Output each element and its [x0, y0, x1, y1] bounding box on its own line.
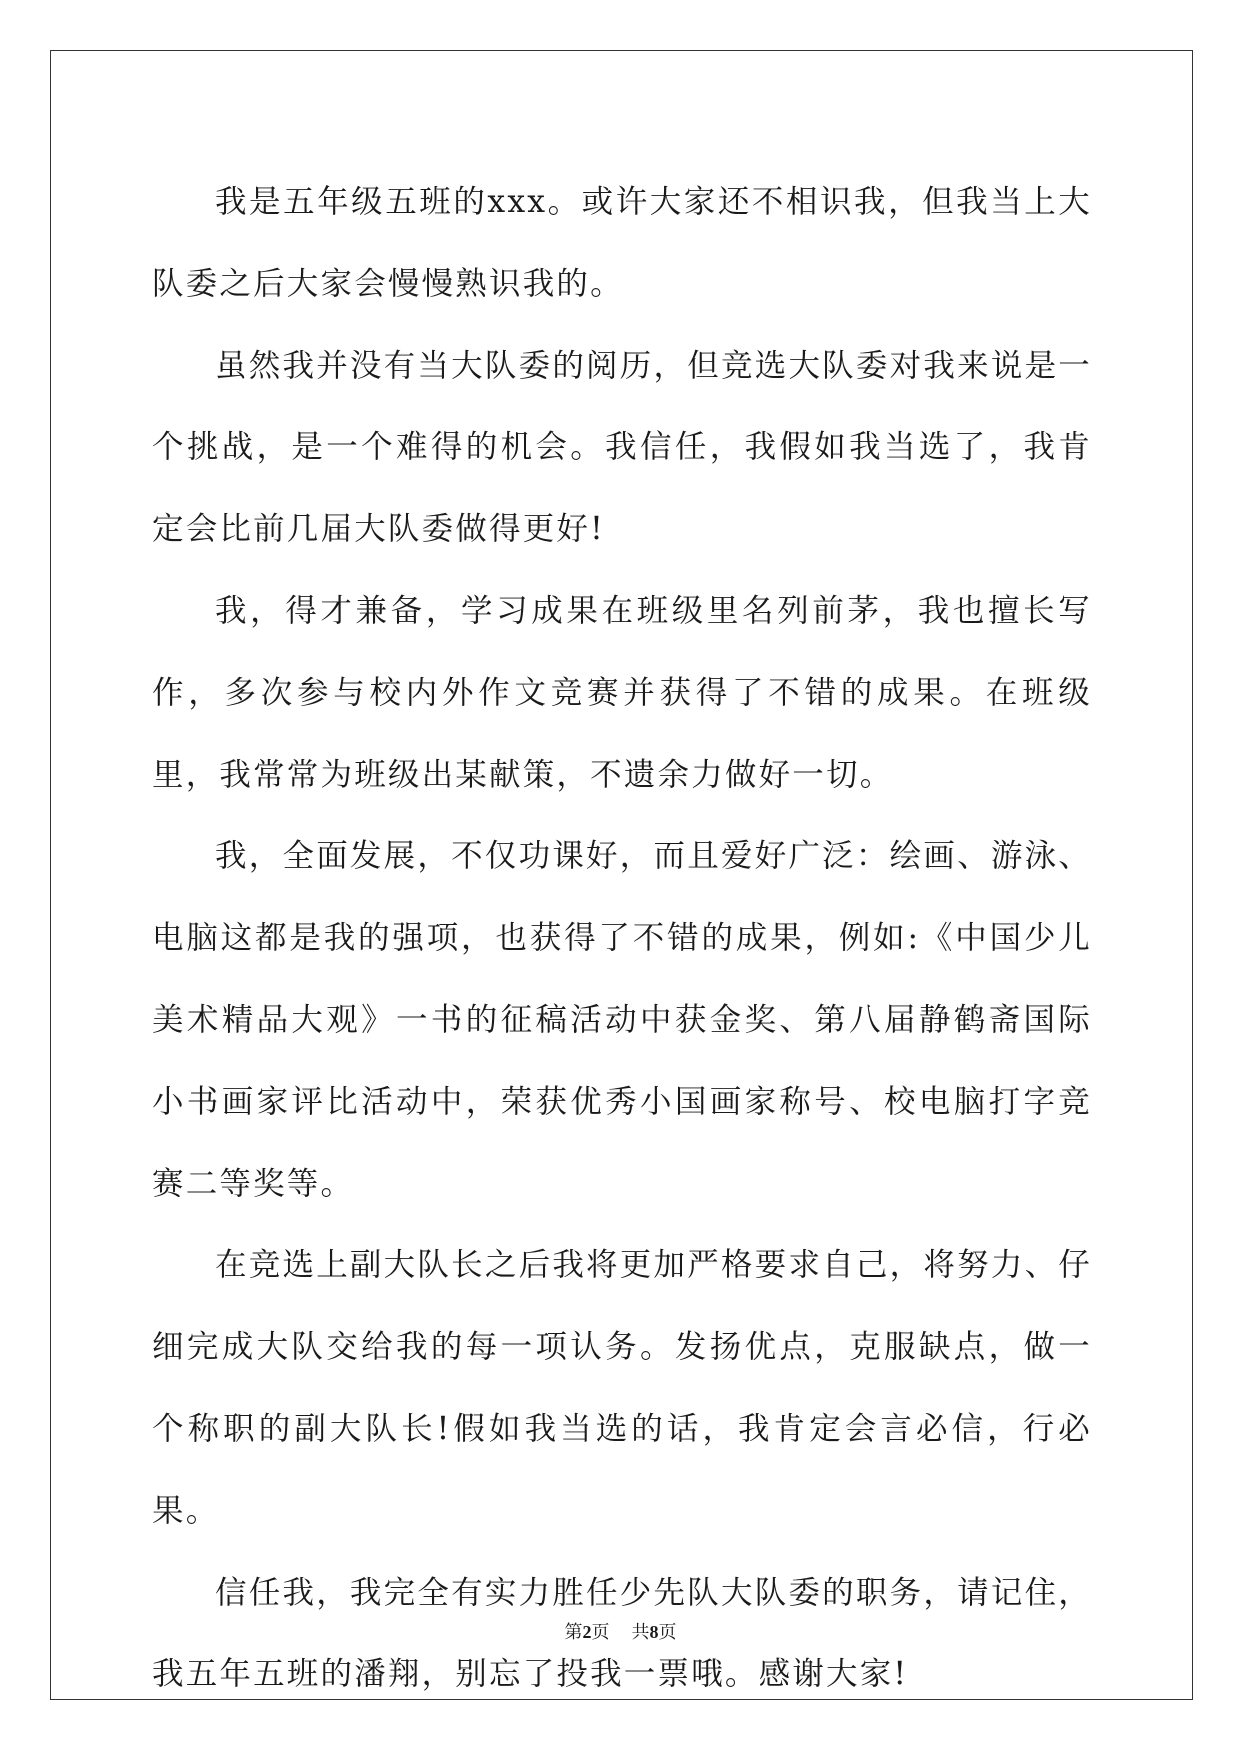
page-number: 第2页 [564, 1622, 610, 1643]
paragraph-1: 我是五年级五班的xxx。或许大家还不相识我，但我当上大队委之后大家会慢慢熟识我的。 [152, 184, 1092, 302]
paragraph-4: 我，全面发展，不仅功课好，而且爱好广泛：绘画、游泳、电脑这都是我的强项，也获得了不错的成果，例如:《中国少儿美术精品大观》一书的征稿活动中获金奖、第八届静鹤斋国际小书画家评比活动中，荣获优秀小国画家称号、校电脑打字竞赛二等奖等。 [152, 838, 1092, 1202]
paragraph-6: 信任我，我完全有实力胜任少先队大队委的职务，请记住，我五年五班的潘翔，别忘了投我一票哦。感谢大家! [152, 1574, 1092, 1693]
document-body [152, 162, 1092, 1716]
paragraph-3: 我，得才兼备，学习成果在班级里名列前茅，我也擅长写作，多次参与校内外作文竞赛并获得了不错的成果。在班级里，我常常为班级出某献策，不遗余力做好一切。 [152, 592, 1092, 793]
page-footer [0, 1620, 1241, 1645]
paragraph-2: 虽然我并没有当大队委的阅历，但竞选大队委对我来说是一个挑战，是一个难得的机会。我信任，我假如我当选了，我肯定会比前几届大队委做得更好! [152, 347, 1092, 548]
page-total: 共8页 [631, 1622, 677, 1643]
paragraph-5: 在竞选上副大队长之后我将更加严格要求自己，将努力、仔细完成大队交给我的每一项认务。发扬优点，克服缺点，做一个称职的副大队长!假如我当选的话，我肯定会言必信，行必果。 [152, 1247, 1092, 1529]
